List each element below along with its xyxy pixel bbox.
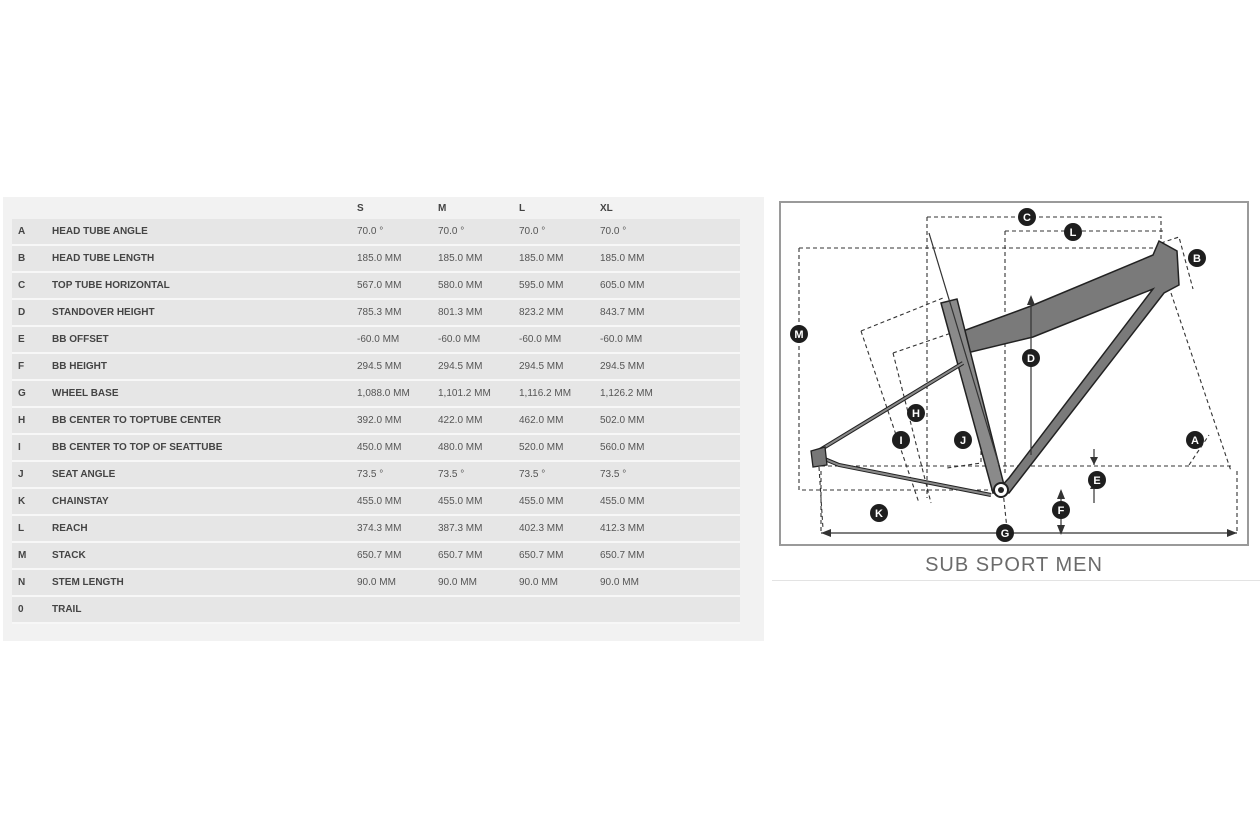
svg-text:L: L bbox=[1069, 227, 1077, 239]
row-value-l: 650.7 MM bbox=[519, 543, 600, 570]
row-label: BB CENTER TO TOP OF SEATTUBE bbox=[52, 435, 357, 462]
row-label: HEAD TUBE ANGLE bbox=[52, 219, 357, 246]
row-value-m: 185.0 MM bbox=[438, 246, 519, 273]
row-value-s: 450.0 MM bbox=[357, 435, 438, 462]
row-code: H bbox=[12, 408, 52, 435]
row-code: C bbox=[12, 273, 52, 300]
row-value-m: 70.0 ° bbox=[438, 219, 519, 246]
row-value-s: 392.0 MM bbox=[357, 408, 438, 435]
svg-text:G: G bbox=[1000, 528, 1010, 540]
row-value-m: 73.5 ° bbox=[438, 462, 519, 489]
badge-a bbox=[1186, 431, 1204, 449]
badge-e bbox=[1088, 471, 1106, 489]
row-code: E bbox=[12, 327, 52, 354]
row-value-s: 185.0 MM bbox=[357, 246, 438, 273]
row-label: HEAD TUBE LENGTH bbox=[52, 246, 357, 273]
geometry-table bbox=[12, 197, 740, 624]
row-value-s: 294.5 MM bbox=[357, 354, 438, 381]
wheel-base-arrow-left-head bbox=[821, 529, 831, 537]
badge-i bbox=[892, 431, 910, 449]
badge-h bbox=[907, 404, 925, 422]
row-value-l: 823.2 MM bbox=[519, 300, 600, 327]
row-value-m: 455.0 MM bbox=[438, 489, 519, 516]
badge-d bbox=[1022, 349, 1040, 367]
table-row bbox=[12, 327, 740, 354]
row-value-xl: 455.0 MM bbox=[600, 489, 740, 516]
row-value-xl: 560.0 MM bbox=[600, 435, 740, 462]
badge-b bbox=[1188, 249, 1206, 267]
row-label: CHAINSTAY bbox=[52, 489, 357, 516]
row-value-xl: 185.0 MM bbox=[600, 246, 740, 273]
row-value-s: 650.7 MM bbox=[357, 543, 438, 570]
size-header-l: L bbox=[519, 202, 526, 214]
row-value-xl bbox=[600, 597, 740, 624]
row-value-l bbox=[519, 597, 600, 624]
svg-text:E: E bbox=[1093, 475, 1101, 487]
table-row bbox=[12, 381, 740, 408]
svg-text:F: F bbox=[1057, 505, 1065, 517]
row-value-l: 185.0 MM bbox=[519, 246, 600, 273]
row-code: N bbox=[12, 570, 52, 597]
row-value-xl: 605.0 MM bbox=[600, 273, 740, 300]
row-code: J bbox=[12, 462, 52, 489]
bb-offset-arrow-head-top bbox=[1090, 457, 1098, 465]
table-row bbox=[12, 273, 740, 300]
size-header-m: M bbox=[438, 202, 447, 214]
chainstay-guide bbox=[819, 467, 1007, 529]
row-code: A bbox=[12, 219, 52, 246]
svg-text:K: K bbox=[875, 508, 883, 520]
row-code: F bbox=[12, 354, 52, 381]
svg-text:A: A bbox=[1191, 435, 1199, 447]
table-row bbox=[12, 462, 740, 489]
table-row bbox=[12, 408, 740, 435]
row-value-s: 90.0 MM bbox=[357, 570, 438, 597]
frame-diagram-svg bbox=[781, 203, 1247, 544]
row-code: D bbox=[12, 300, 52, 327]
model-name: SUB SPORT MEN bbox=[925, 554, 1103, 576]
row-value-xl: 294.5 MM bbox=[600, 354, 740, 381]
row-value-xl: 90.0 MM bbox=[600, 570, 740, 597]
row-label: TRAIL bbox=[52, 597, 357, 624]
row-value-l: -60.0 MM bbox=[519, 327, 600, 354]
row-label: STACK bbox=[52, 543, 357, 570]
badge-m bbox=[790, 325, 808, 343]
row-value-l: 595.0 MM bbox=[519, 273, 600, 300]
size-header-s: S bbox=[357, 202, 364, 214]
row-value-l: 462.0 MM bbox=[519, 408, 600, 435]
svg-text:C: C bbox=[1023, 212, 1031, 224]
row-value-l: 455.0 MM bbox=[519, 489, 600, 516]
row-value-m: 480.0 MM bbox=[438, 435, 519, 462]
wheel-base-arrow-right-head bbox=[1227, 529, 1237, 537]
row-value-m: 1,101.2 MM bbox=[438, 381, 519, 408]
badge-f bbox=[1052, 501, 1070, 519]
row-label: STANDOVER HEIGHT bbox=[52, 300, 357, 327]
geometry-panel bbox=[3, 197, 764, 641]
row-value-s: 455.0 MM bbox=[357, 489, 438, 516]
table-row bbox=[12, 570, 740, 597]
row-value-m: 387.3 MM bbox=[438, 516, 519, 543]
table-row bbox=[12, 354, 740, 381]
row-value-l: 90.0 MM bbox=[519, 570, 600, 597]
standover-arrow-head bbox=[1027, 295, 1035, 305]
dropout bbox=[811, 447, 827, 467]
badge-c bbox=[1018, 208, 1036, 226]
row-label: WHEEL BASE bbox=[52, 381, 357, 408]
row-value-xl: 70.0 ° bbox=[600, 219, 740, 246]
row-value-xl: 1,126.2 MM bbox=[600, 381, 740, 408]
row-value-m: 294.5 MM bbox=[438, 354, 519, 381]
badge-j bbox=[954, 431, 972, 449]
row-label: BB CENTER TO TOPTUBE CENTER bbox=[52, 408, 357, 435]
table-row bbox=[12, 246, 740, 273]
table-row bbox=[12, 597, 740, 624]
row-value-m: -60.0 MM bbox=[438, 327, 519, 354]
row-code: L bbox=[12, 516, 52, 543]
size-header-row bbox=[12, 197, 740, 219]
frame-diagram bbox=[779, 201, 1249, 546]
bb-height-arrow-head-top bbox=[1057, 489, 1065, 499]
size-header-xl: XL bbox=[600, 202, 613, 214]
table-row bbox=[12, 489, 740, 516]
table-row bbox=[12, 219, 740, 246]
row-value-l: 402.3 MM bbox=[519, 516, 600, 543]
row-label: REACH bbox=[52, 516, 357, 543]
row-code: I bbox=[12, 435, 52, 462]
table-row bbox=[12, 516, 740, 543]
row-label: SEAT ANGLE bbox=[52, 462, 357, 489]
row-label: BB HEIGHT bbox=[52, 354, 357, 381]
row-value-xl: 650.7 MM bbox=[600, 543, 740, 570]
row-value-m: 422.0 MM bbox=[438, 408, 519, 435]
svg-text:M: M bbox=[794, 329, 804, 341]
fork-line bbox=[929, 233, 999, 465]
row-value-m: 801.3 MM bbox=[438, 300, 519, 327]
row-value-xl: 73.5 ° bbox=[600, 462, 740, 489]
svg-text:D: D bbox=[1027, 353, 1035, 365]
wheel-base-guide bbox=[821, 471, 1237, 533]
table-row bbox=[12, 300, 740, 327]
row-value-xl: -60.0 MM bbox=[600, 327, 740, 354]
row-label: STEM LENGTH bbox=[52, 570, 357, 597]
row-value-l: 70.0 ° bbox=[519, 219, 600, 246]
row-value-s: 1,088.0 MM bbox=[357, 381, 438, 408]
row-value-l: 294.5 MM bbox=[519, 354, 600, 381]
row-value-m: 580.0 MM bbox=[438, 273, 519, 300]
svg-text:I: I bbox=[899, 435, 903, 447]
svg-text:B: B bbox=[1193, 253, 1201, 265]
row-code: K bbox=[12, 489, 52, 516]
row-value-xl: 412.3 MM bbox=[600, 516, 740, 543]
seat-stay-inner bbox=[815, 363, 963, 453]
badge-k bbox=[870, 504, 888, 522]
row-label: TOP TUBE HORIZONTAL bbox=[52, 273, 357, 300]
row-value-s: 374.3 MM bbox=[357, 516, 438, 543]
table-row bbox=[12, 543, 740, 570]
table-row bbox=[12, 435, 740, 462]
row-value-s: -60.0 MM bbox=[357, 327, 438, 354]
badge-l bbox=[1064, 223, 1082, 241]
row-value-m bbox=[438, 597, 519, 624]
chain-stay-inner bbox=[815, 455, 991, 495]
row-code: G bbox=[12, 381, 52, 408]
row-value-s: 73.5 ° bbox=[357, 462, 438, 489]
row-value-s: 785.3 MM bbox=[357, 300, 438, 327]
row-code: M bbox=[12, 543, 52, 570]
row-value-xl: 502.0 MM bbox=[600, 408, 740, 435]
row-value-l: 1,116.2 MM bbox=[519, 381, 600, 408]
row-code: 0 bbox=[12, 597, 52, 624]
svg-text:H: H bbox=[912, 408, 920, 420]
row-code: B bbox=[12, 246, 52, 273]
row-label: BB OFFSET bbox=[52, 327, 357, 354]
bottom-bracket-inner bbox=[998, 487, 1004, 493]
badge-g bbox=[996, 524, 1014, 542]
geometry-rows bbox=[12, 219, 740, 624]
row-value-l: 73.5 ° bbox=[519, 462, 600, 489]
row-value-m: 90.0 MM bbox=[438, 570, 519, 597]
title-divider bbox=[772, 580, 1260, 581]
row-value-xl: 843.7 MM bbox=[600, 300, 740, 327]
row-value-m: 650.7 MM bbox=[438, 543, 519, 570]
svg-text:J: J bbox=[959, 435, 967, 447]
row-value-s: 567.0 MM bbox=[357, 273, 438, 300]
row-value-l: 520.0 MM bbox=[519, 435, 600, 462]
row-value-s: 70.0 ° bbox=[357, 219, 438, 246]
row-value-s bbox=[357, 597, 438, 624]
